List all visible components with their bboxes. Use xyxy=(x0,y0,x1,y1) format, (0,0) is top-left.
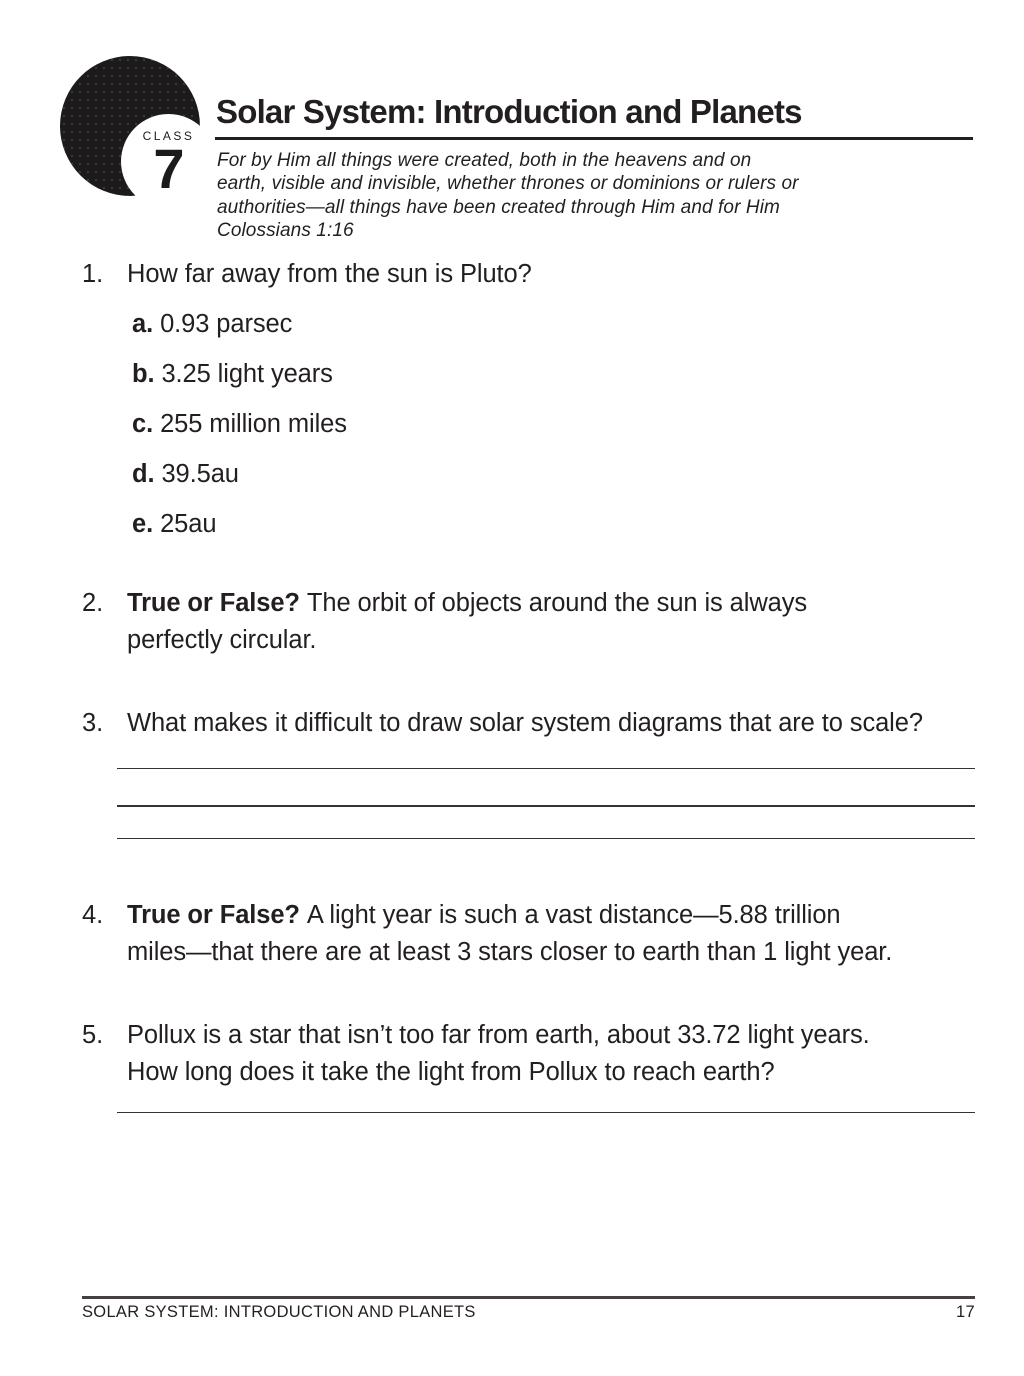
title-rule xyxy=(215,137,973,140)
option-letter: a. xyxy=(132,310,154,338)
class-number: 7 xyxy=(153,137,184,200)
page-title: Solar System: Introduction and Planets xyxy=(216,93,802,130)
option-row xyxy=(132,456,532,493)
option-letter: d. xyxy=(132,460,155,488)
option-row xyxy=(132,306,532,343)
footer-page-number: 17 xyxy=(956,1303,975,1321)
verse-line: For by Him all things were created, both in the heavens and on xyxy=(217,150,752,171)
footer-section-title: SOLAR SYSTEM: INTRODUCTION AND PLANETS xyxy=(82,1303,476,1321)
question-text: What makes it difficult to draw solar system diagrams that are to scale? xyxy=(127,709,923,737)
option-text: 3.25 light years xyxy=(161,360,333,388)
question-text: miles—that there are at least 3 stars closer to earth than 1 light year. xyxy=(127,938,893,966)
question-text: How long does it take the light from Pollux to reach earth? xyxy=(127,1058,775,1086)
verse-line: authorities—all things have been created through Him and for Him xyxy=(217,196,780,218)
option-row xyxy=(132,506,532,543)
option-text: 25au xyxy=(160,510,217,538)
option-letter: c. xyxy=(132,410,154,438)
footer-rule xyxy=(82,1296,975,1299)
question-3 xyxy=(82,705,923,742)
question-2 xyxy=(82,585,807,659)
question-1 xyxy=(82,256,532,543)
option-text: 39.5au xyxy=(161,460,239,488)
option-letter: b. xyxy=(132,360,155,388)
question-number: 4. xyxy=(82,901,104,929)
option-text: 0.93 parsec xyxy=(160,310,293,338)
answer-line xyxy=(117,768,975,769)
options-list xyxy=(132,306,532,543)
verse-line: earth, visible and invisible, whether thrones or dominions or rulers or xyxy=(217,173,799,195)
scripture-verse xyxy=(217,149,857,242)
badge-cutout xyxy=(121,114,216,209)
question-4 xyxy=(82,897,892,971)
answer-line xyxy=(117,838,975,839)
option-letter: e. xyxy=(132,510,154,538)
class-label: CLASS xyxy=(142,129,195,143)
verse-reference: Colossians 1:16 xyxy=(217,219,354,241)
question-number: 3. xyxy=(82,709,104,737)
option-row xyxy=(132,356,532,393)
question-text: How far away from the sun is Pluto? xyxy=(127,260,532,288)
true-or-false-label: True or False? xyxy=(127,589,300,617)
question-number: 1. xyxy=(82,260,104,288)
question-text: Pollux is a star that isn’t too far from earth, about 33.72 light years. xyxy=(127,1021,870,1049)
true-or-false-label: True or False? xyxy=(127,901,300,929)
question-5 xyxy=(82,1017,870,1091)
answer-line xyxy=(117,1112,975,1113)
question-number: 2. xyxy=(82,589,104,617)
option-text: 255 million miles xyxy=(160,410,347,438)
answer-line xyxy=(117,805,975,807)
option-row xyxy=(132,406,532,443)
question-text: True or False? A light year is such a vast distance—5.88 trillion xyxy=(127,901,841,929)
question-text: perfectly circular. xyxy=(127,626,317,654)
question-number: 5. xyxy=(82,1021,104,1049)
footer xyxy=(82,1301,975,1323)
question-text: True or False? The orbit of objects around the sun is always xyxy=(127,589,808,617)
